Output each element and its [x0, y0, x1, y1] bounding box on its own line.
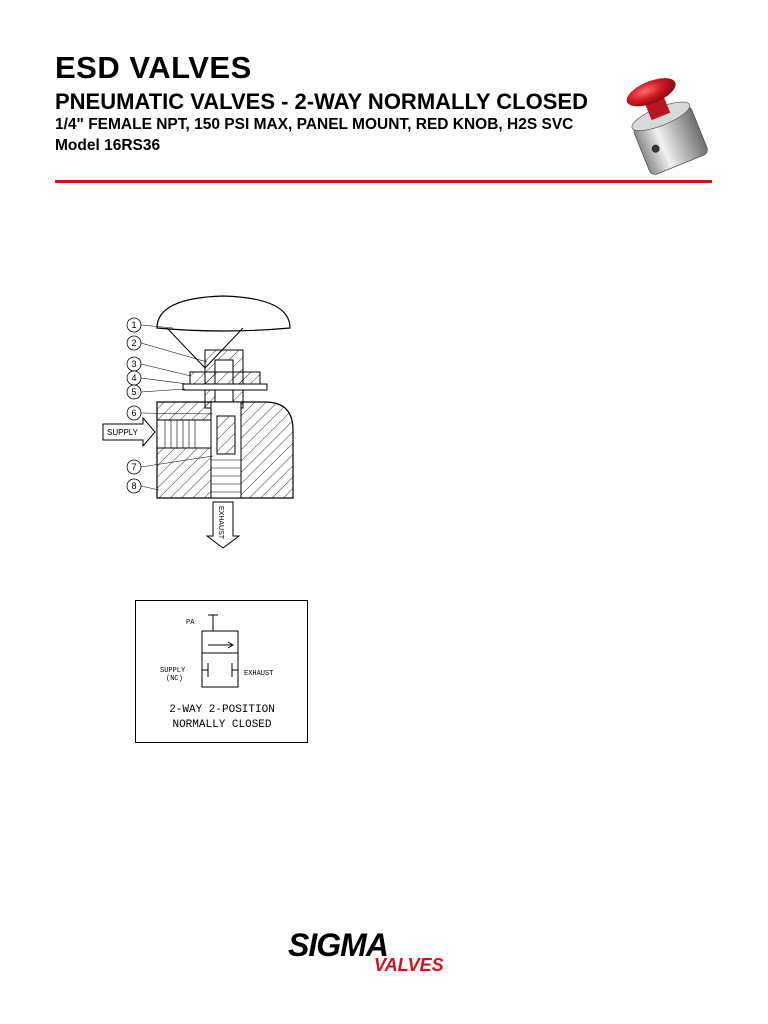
logo-wordmark-valves: VALVES: [374, 955, 444, 974]
page-title: ESD VALVES: [55, 50, 252, 85]
callout-5: 5: [131, 387, 137, 397]
spec-line: 1/4" FEMALE NPT, 150 PSI MAX, PANEL MOUNT, RED KNOB, H2S SVC: [55, 116, 574, 133]
schematic-exhaust-label: EXHAUST: [244, 670, 274, 678]
model-line: Model 16RS36: [55, 137, 161, 154]
callout-1: 1: [131, 320, 137, 330]
header-divider: [55, 180, 712, 183]
pa-label: PA: [186, 619, 195, 627]
supply-arrow-label: SUPPLY: [107, 428, 138, 437]
schematic-caption-line2: NORMALLY CLOSED: [172, 719, 272, 731]
callout-4: 4: [131, 373, 137, 383]
callout-7: 7: [131, 462, 137, 472]
sigma-valves-logo: [286, 928, 482, 974]
logo-wordmark-sigma: SIGMA: [288, 928, 388, 963]
valve-cutaway-drawing: [95, 290, 315, 550]
schematic-caption-line1: 2-WAY 2-POSITION: [169, 704, 275, 716]
callout-8: 8: [131, 481, 137, 491]
schematic-supply-label: SUPPLY: [160, 667, 186, 675]
product-photo: [612, 66, 730, 178]
schematic-nc-label: (NC): [166, 675, 183, 683]
exhaust-arrow-label: EXHAUST: [217, 506, 224, 540]
valve-symbol-schematic: [135, 600, 308, 743]
callout-3: 3: [131, 359, 137, 369]
callout-2: 2: [131, 338, 137, 348]
product-subtitle: PNEUMATIC VALVES - 2-WAY NORMALLY CLOSED: [55, 89, 588, 114]
callout-6: 6: [131, 408, 137, 418]
